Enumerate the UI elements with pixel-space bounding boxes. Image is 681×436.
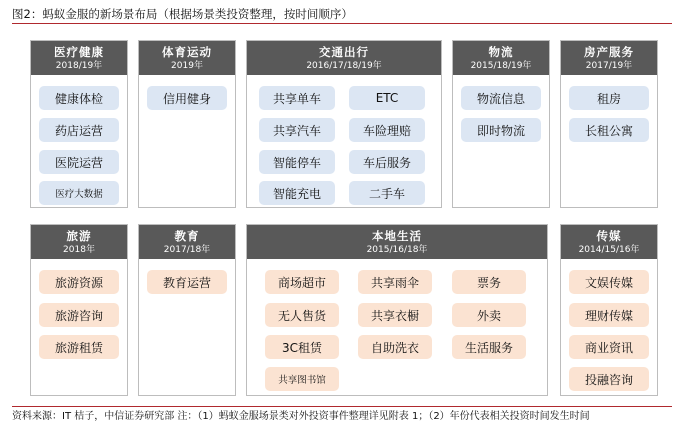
scene-chip: 旅游租赁 <box>39 335 119 359</box>
scene-chip: 自助洗衣 <box>358 335 432 359</box>
panel-name: 体育运动 <box>162 44 212 59</box>
panel-name: 教育 <box>174 228 200 243</box>
scene-chip: 二手车 <box>349 181 425 205</box>
panel-medical <box>30 40 128 208</box>
figure-title: 图2：蚂蚁金服的新场景布局（根据场景类投资整理，按时间顺序） <box>12 4 672 24</box>
panel-education <box>138 224 236 396</box>
scene-chip: 长租公寓 <box>569 118 649 142</box>
scene-chip: 文娱传媒 <box>569 270 649 294</box>
scene-chip: 医院运营 <box>39 150 119 174</box>
panel-realestate <box>560 40 658 208</box>
panel-sports <box>138 40 236 208</box>
panel-years: 2014/15/16年 <box>578 244 640 255</box>
panel-header <box>247 41 441 75</box>
panel-header <box>139 41 235 75</box>
panel-years: 2015/18/19年 <box>470 60 532 71</box>
scene-chip: 医疗大数据 <box>39 181 119 205</box>
panel-header <box>139 225 235 259</box>
panel-years: 2018/19年 <box>55 60 103 71</box>
panel-header <box>561 225 657 259</box>
scene-chip: 外卖 <box>452 303 526 327</box>
scene-chip: 共享单车 <box>259 86 335 110</box>
panel-media <box>560 224 658 396</box>
scene-chip: 共享衣橱 <box>358 303 432 327</box>
scene-chip: 投融咨询 <box>569 367 649 391</box>
scene-chip: 共享雨伞 <box>358 270 432 294</box>
scene-chip: 票务 <box>452 270 526 294</box>
scene-chip: 租房 <box>569 86 649 110</box>
scene-chip: 共享汽车 <box>259 118 335 142</box>
scene-chip: 无人售货 <box>265 303 339 327</box>
scene-chip: 物流信息 <box>461 86 541 110</box>
panel-header <box>247 225 547 259</box>
panel-years: 2016/17/18/19年 <box>306 60 382 71</box>
panel-header <box>31 225 127 259</box>
panel-name: 医疗健康 <box>54 44 104 59</box>
panel-years: 2017/18年 <box>163 244 211 255</box>
panel-name: 交通出行 <box>319 44 369 59</box>
scene-chip: 车险理赔 <box>349 118 425 142</box>
panel-header <box>453 41 549 75</box>
panel-local-life <box>246 224 548 396</box>
scene-chip: 智能充电 <box>259 181 335 205</box>
scene-chip: 商场超市 <box>265 270 339 294</box>
panel-name: 物流 <box>488 44 514 59</box>
panel-name: 旅游 <box>66 228 92 243</box>
scene-chip: 智能停车 <box>259 150 335 174</box>
panel-years: 2018年 <box>63 244 95 255</box>
scene-chip: 3C租赁 <box>265 335 339 359</box>
scene-chip: 共享图书馆 <box>265 367 339 391</box>
panel-years: 2019年 <box>171 60 203 71</box>
scene-chip: 即时物流 <box>461 118 541 142</box>
panel-logistics <box>452 40 550 208</box>
scene-chip: 信用健身 <box>147 86 227 110</box>
scene-chip: 旅游资源 <box>39 270 119 294</box>
scene-chip: 商业资讯 <box>569 335 649 359</box>
scene-chip: ETC <box>349 86 425 110</box>
panel-header <box>561 41 657 75</box>
panel-travel <box>30 224 128 396</box>
scene-chip: 旅游咨询 <box>39 303 119 327</box>
panel-transport <box>246 40 442 208</box>
scene-chip: 车后服务 <box>349 150 425 174</box>
panel-name: 本地生活 <box>372 228 422 243</box>
panel-name: 房产服务 <box>584 44 634 59</box>
scene-chip: 药店运营 <box>39 118 119 142</box>
scene-chip: 生活服务 <box>452 335 526 359</box>
scene-chip: 教育运营 <box>147 270 227 294</box>
panel-years: 2015/16/18年 <box>366 244 428 255</box>
panel-name: 传媒 <box>596 228 622 243</box>
panel-header <box>31 41 127 75</box>
panel-years: 2017/19年 <box>585 60 633 71</box>
scene-chip: 理财传媒 <box>569 303 649 327</box>
scene-chip: 健康体检 <box>39 86 119 110</box>
source-note: 资料来源：IT 桔子，中信证券研究部 注：（1）蚂蚁金服场景类对外投资事件整理详见附表 1；（2）年份代表相关投资时间发生时间 <box>12 406 672 428</box>
